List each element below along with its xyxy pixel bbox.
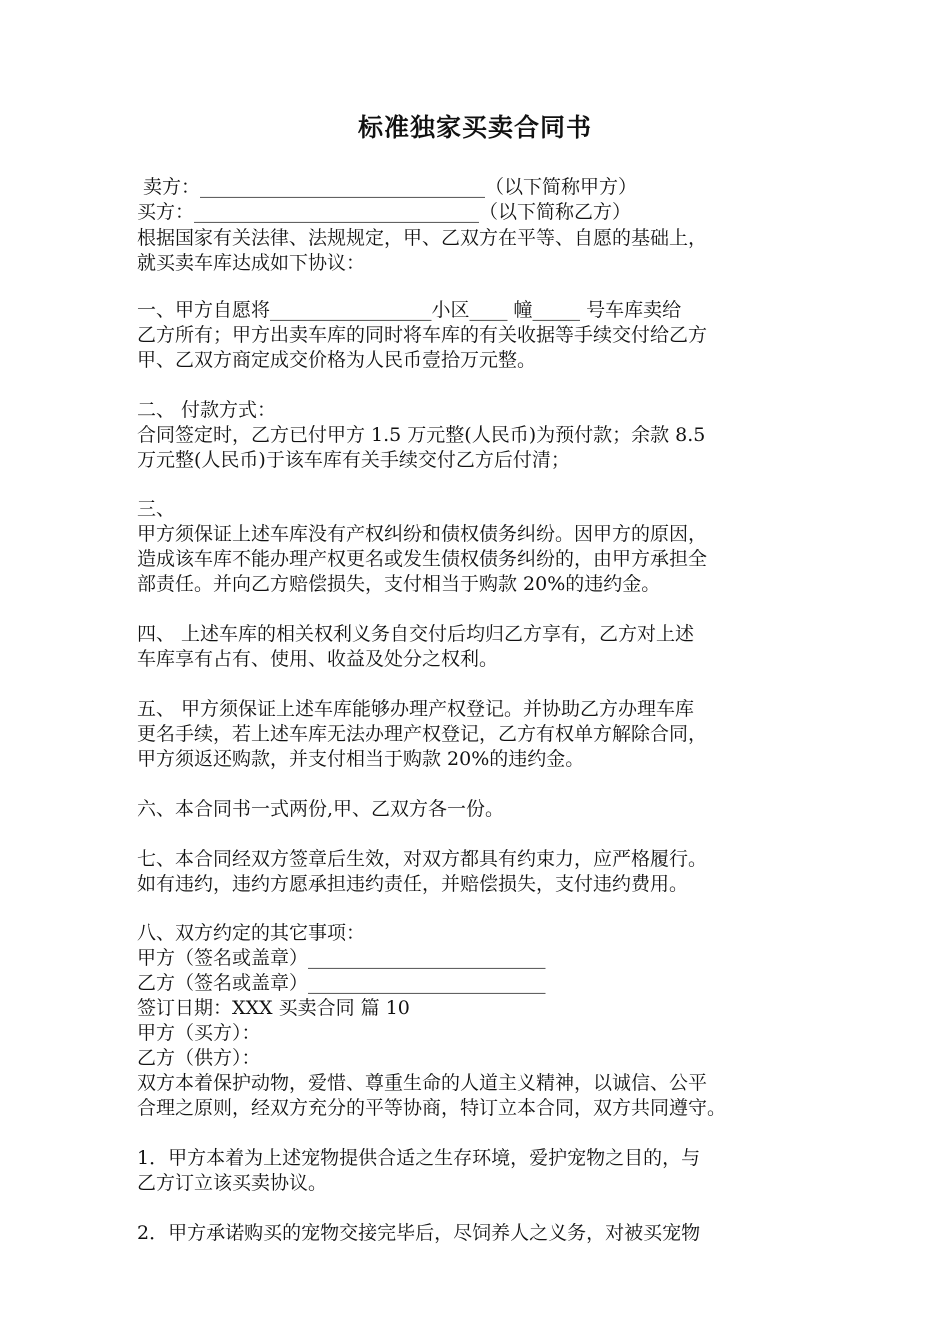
- clause-7-line: 如有违约，违约方愿承担违约责任，并赔偿损失，支付违约费用。: [137, 873, 689, 895]
- preamble-line: 就买卖车库达成如下协议：: [137, 252, 366, 274]
- clause-7-line: 七、本合同经双方签章后生效，对双方都具有约束力，应严格履行。: [137, 848, 708, 870]
- document-title: 标准独家买卖合同书: [357, 113, 592, 142]
- clause-4-line: 四、 上述车库的相关权利义务自交付后均归乙方享有，乙方对上述: [137, 623, 695, 645]
- party-b-supplier-line: 乙方（供方）：: [137, 1047, 261, 1069]
- buyer-line: 买方：______________________________（以下简称乙方）: [137, 201, 632, 223]
- party-b-signature-line: 乙方（签名或盖章）_________________________: [137, 972, 546, 994]
- clause-3-line: 造成该车库不能办理产权更名或发生债权债务纠纷的，由甲方承担全: [137, 548, 708, 570]
- party-a-signature-line: 甲方（签名或盖章）_________________________: [137, 947, 546, 969]
- clause-2-line: 合同签定时，乙方已付甲方 1.5 万元整(人民币)为预付款；余款 8.5: [137, 424, 706, 446]
- clause-3-heading: 三、: [137, 498, 176, 520]
- clause-3-line: 部责任。并向乙方赔偿损失，支付相当于购款 20%的违约金。: [137, 573, 661, 595]
- clause-1-line: 一、甲方自愿将_________________小区____ 幢_____ 号车库卖给: [137, 299, 682, 321]
- pet-clause-2-line: 2．甲方承诺购买的宠物交接完毕后，尽饲养人之义务，对被买宠物: [137, 1222, 701, 1244]
- clause-5-line: 更名手续，若上述车库无法办理产权登记，乙方有权单方解除合同，: [137, 723, 708, 745]
- clause-3-line: 甲方须保证上述车库没有产权纠纷和债权债务纠纷。因甲方的原因，: [137, 523, 708, 545]
- clause-2-heading: 二、 付款方式：: [137, 399, 277, 421]
- clause-5-line: 五、 甲方须保证上述车库能够办理产权登记。并协助乙方办理车库: [137, 698, 695, 720]
- pet-preamble-line: 双方本着保护动物，爱惜、尊重生命的人道主义精神，以诚信、公平: [137, 1072, 708, 1094]
- clause-2-line: 万元整(人民币)于该车库有关手续交付乙方后付清；: [137, 449, 570, 471]
- seller-line: 卖方：______________________________（以下简称甲方）: [137, 176, 638, 198]
- preamble-line: 根据国家有关法律、法规规定，甲、乙双方在平等、自愿的基础上，: [137, 227, 708, 249]
- clause-6-line: 六、本合同书一式两份,甲、乙双方各一份。: [137, 798, 505, 820]
- pet-preamble-line: 合理之原则，经双方充分的平等协商，特订立本合同，双方共同遵守。: [137, 1097, 727, 1119]
- pet-clause-1-line: 乙方订立该买卖协议。: [137, 1172, 328, 1194]
- party-a-buyer-line: 甲方（买方）：: [137, 1022, 261, 1044]
- clause-1-line: 甲、乙双方商定成交价格为人民币壹拾万元整。: [137, 349, 537, 371]
- clause-4-line: 车库享有占有、使用、收益及处分之权利。: [137, 648, 499, 670]
- pet-clause-1-line: 1．甲方本着为上述宠物提供合适之生存环境，爱护宠物之目的，与: [137, 1147, 701, 1169]
- clause-1-line: 乙方所有；甲方出卖车库的同时将车库的有关收据等手续交付给乙方: [137, 324, 708, 346]
- clause-8-heading: 八、双方约定的其它事项：: [137, 922, 366, 944]
- signing-date-line: 签订日期：XXX 买卖合同 篇 10: [137, 997, 410, 1019]
- clause-5-line: 甲方须返还购款，并支付相当于购款 20%的违约金。: [137, 748, 585, 770]
